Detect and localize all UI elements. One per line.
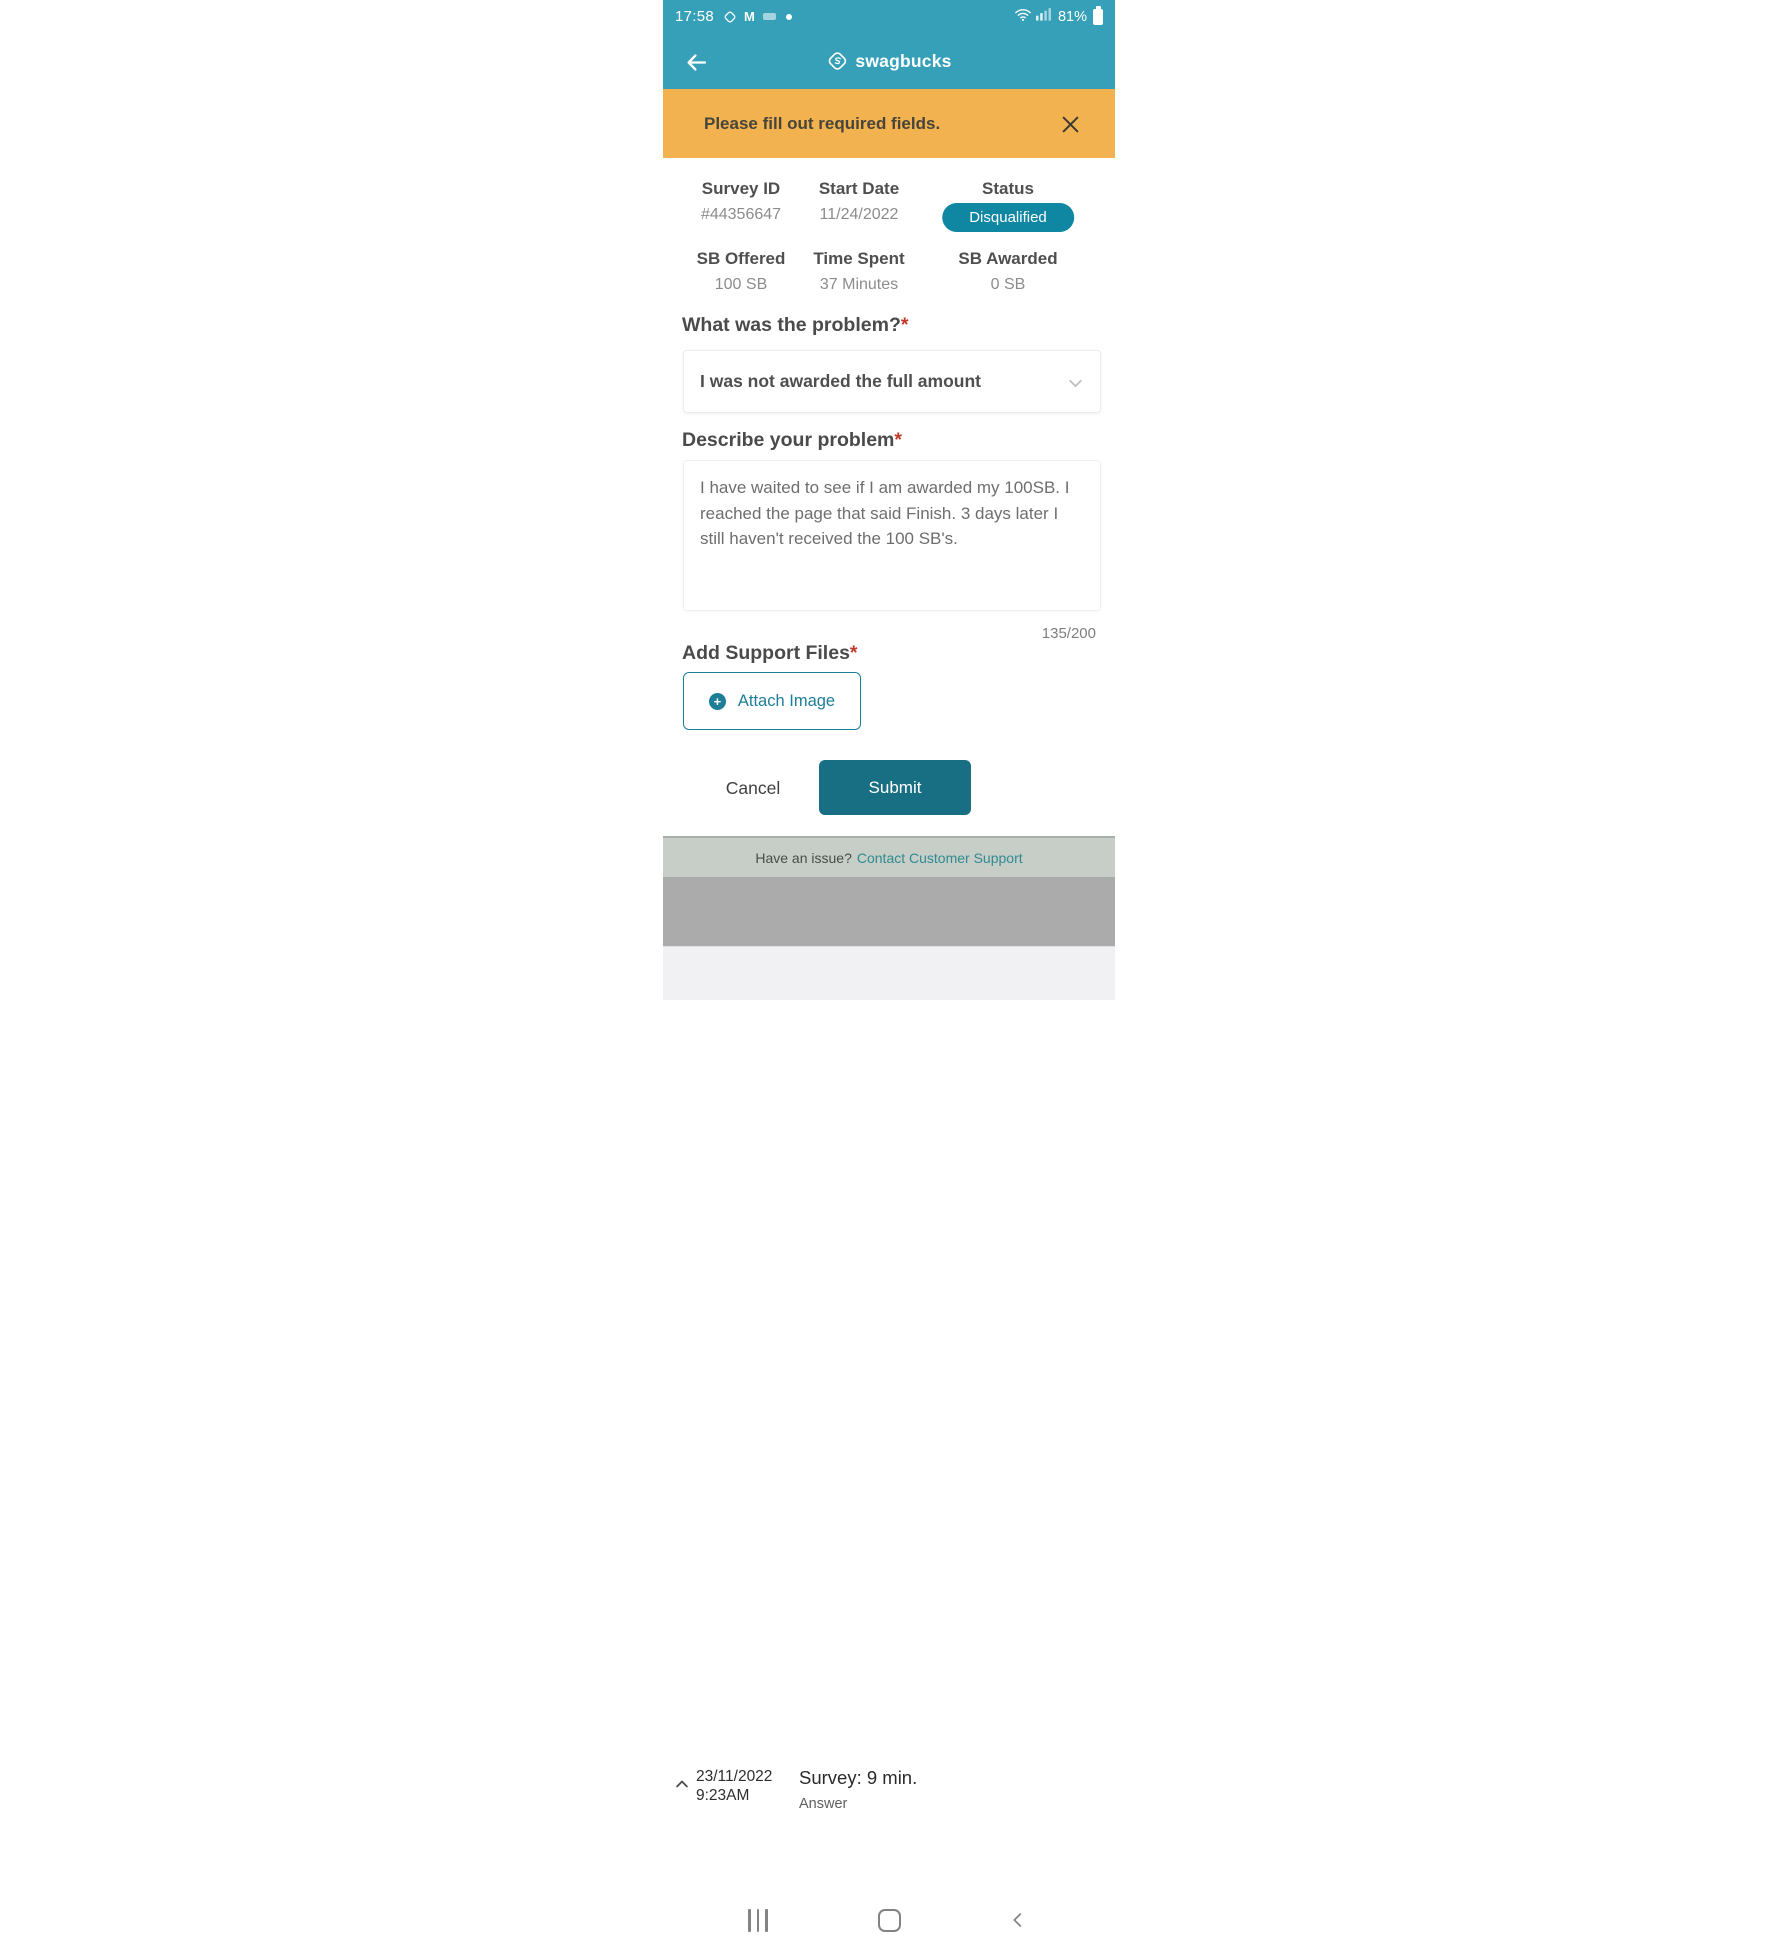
required-asterisk: *: [900, 314, 909, 336]
chevron-up-icon[interactable]: [673, 1775, 691, 1798]
add-support-files-label: [682, 642, 858, 665]
close-icon[interactable]: [1059, 113, 1081, 135]
describe-problem-text: Describe your problem: [682, 429, 895, 451]
detail-survey-id: [701, 179, 781, 224]
swagbucks-notification-icon: [723, 10, 737, 24]
describe-problem-label: [682, 429, 902, 452]
chevron-down-icon: [1065, 373, 1086, 399]
swagbucks-logo: [826, 33, 951, 89]
contact-support-link[interactable]: Contact Customer Support: [856, 849, 1023, 866]
detail-status: [942, 179, 1074, 232]
detail-value: 0 SB: [990, 276, 1026, 293]
plus-circle-icon: +: [709, 693, 726, 710]
brand-name: swagbucks: [855, 50, 952, 71]
survey-row-title: Survey: 9 min.: [799, 1767, 918, 1788]
detail-label: SB Offered: [696, 249, 786, 268]
issue-prompt-text: Have an issue?: [755, 849, 852, 866]
status-bar: [663, 0, 1115, 33]
detail-sb-offered: [697, 249, 786, 294]
attach-image-label: Attach Image: [737, 691, 836, 710]
detail-value: #44356647: [700, 206, 782, 223]
survey-row-date: 23/11/2022: [696, 1768, 773, 1785]
detail-label: SB Awarded: [958, 249, 1058, 268]
cancel-button[interactable]: Cancel: [703, 764, 803, 812]
attach-image-button[interactable]: [683, 672, 861, 730]
status-indicators: [1014, 7, 1103, 27]
nav-back-icon[interactable]: [1007, 1909, 1029, 1936]
battery-percent: 81%: [1057, 8, 1087, 25]
back-arrow-icon[interactable]: [681, 47, 711, 77]
required-asterisk: *: [849, 642, 858, 664]
problem-selected-option: I was not awarded the full amount: [700, 371, 981, 391]
gmail-notification-icon: M: [744, 9, 755, 24]
recents-icon[interactable]: [748, 1909, 768, 1932]
validation-banner: [663, 89, 1115, 158]
survey-history-row[interactable]: [663, 877, 1115, 1812]
detail-label: Time Spent: [813, 249, 905, 268]
survey-row-datetime: [696, 1767, 772, 1805]
required-asterisk: *: [894, 429, 902, 451]
signal-icon: [1036, 7, 1051, 26]
detail-value: 11/24/2022: [819, 206, 899, 223]
customer-support-bar: [663, 836, 1115, 877]
detail-label: Survey ID: [701, 179, 781, 198]
phone-screen: [663, 0, 1115, 1812]
detail-start-date: [819, 179, 899, 224]
describe-problem-textarea[interactable]: I have waited to see if I am awarded my 100SB. I reached the page that said Finish. 3 days later I still haven't received the 100 SB's.: [683, 460, 1101, 611]
banner-message: Please fill out required fields.: [704, 113, 941, 133]
app-header: [663, 33, 1115, 89]
status-time: 17:58: [675, 8, 715, 25]
wifi-icon: [1014, 7, 1032, 27]
detail-label: Start Date: [818, 179, 900, 198]
swagbucks-logo-icon: [826, 50, 848, 72]
problem-select[interactable]: [683, 350, 1101, 413]
detail-value: 37 Minutes: [819, 276, 899, 293]
detail-value: 100 SB: [714, 276, 768, 293]
add-support-files-text: Add Support Files: [682, 642, 850, 664]
problem-question-label: [682, 314, 908, 337]
problem-question-text: What was the problem?: [682, 314, 901, 336]
android-nav-bar: [663, 946, 1115, 1000]
notification-dot-icon: [786, 14, 792, 20]
submit-button[interactable]: Submit: [819, 760, 971, 815]
character-counter: 135/200: [1041, 625, 1096, 642]
survey-row-subtitle: Answer: [799, 1796, 848, 1812]
misc-notification-icon: [763, 13, 776, 20]
detail-time-spent: [813, 249, 904, 294]
survey-row-time: 9:23AM: [696, 1787, 750, 1804]
battery-icon: [1093, 9, 1103, 25]
home-icon[interactable]: [878, 1909, 901, 1932]
detail-label: Status: [982, 179, 1034, 198]
detail-sb-awarded: [958, 249, 1057, 294]
status-badge: Disqualified: [942, 203, 1074, 232]
